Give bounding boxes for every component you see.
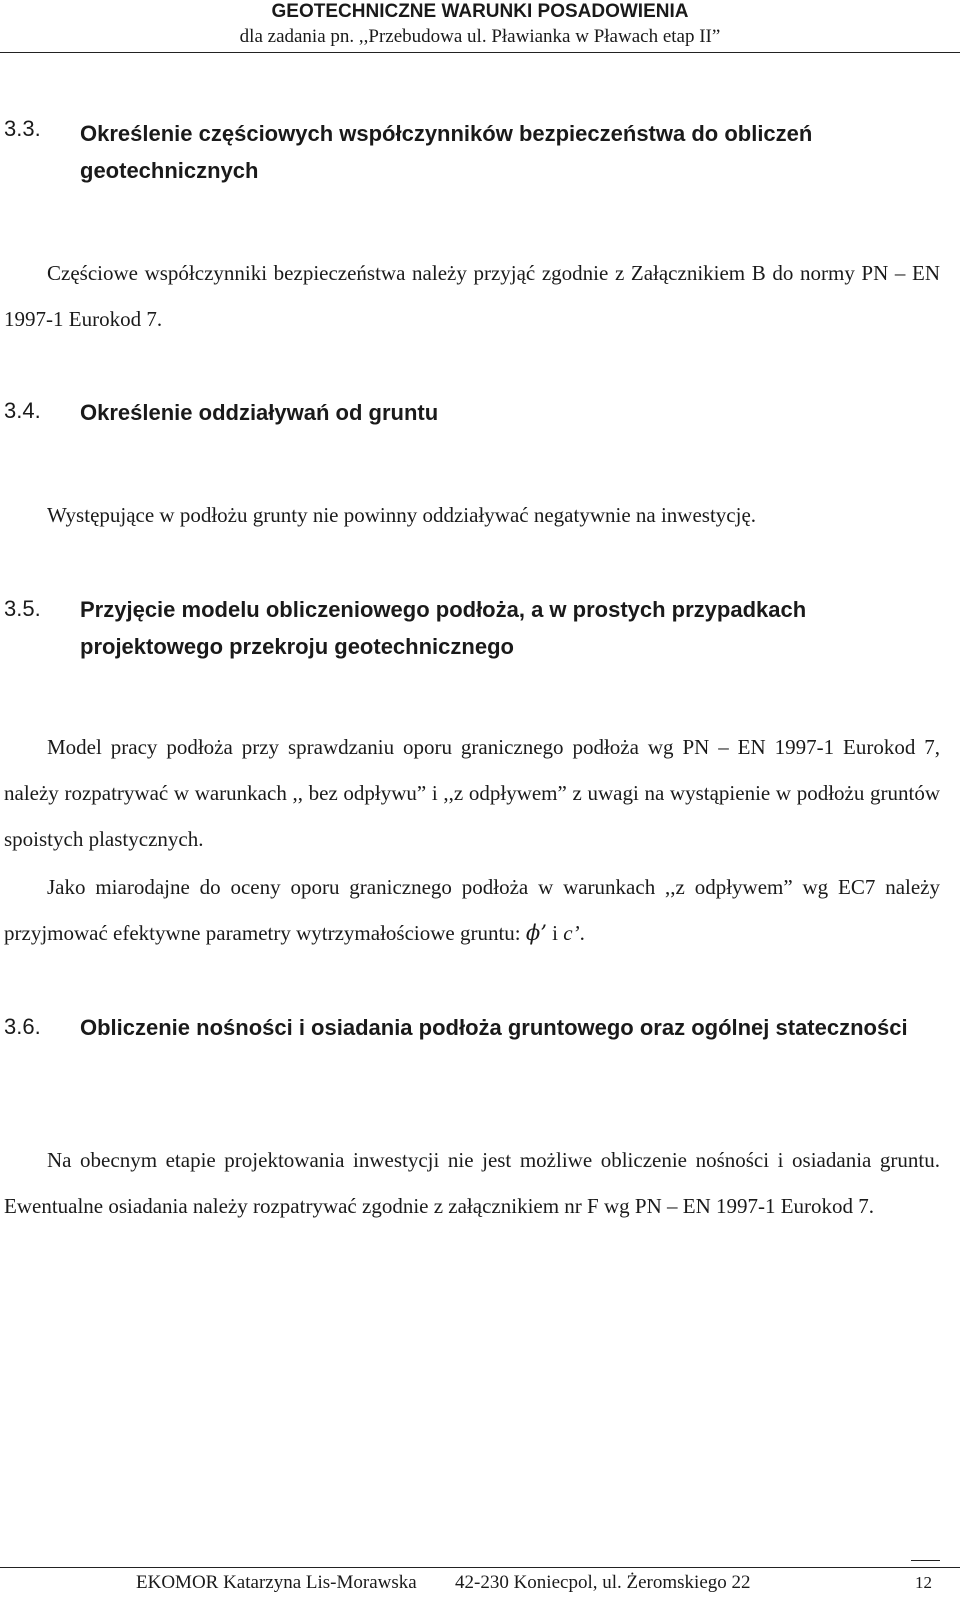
section-3-3-heading: Określenie częściowych współczynników bezpieczeństwa do obliczeń geotechnicznych <box>80 121 813 183</box>
footer-company: EKOMOR Katarzyna Lis-Morawska <box>136 1572 417 1593</box>
footer-divider <box>0 1567 960 1568</box>
section-3-3-number: 3.3. <box>4 116 41 141</box>
section-3-4-paragraph: Występujące w podłożu grunty nie powinny oddziaływać negatywnie na inwestycję. <box>47 503 757 527</box>
section-3-6-paragraph: Na obecnym etapie projektowania inwestycji nie jest możliwe obliczenie nośności i osiadania gruntu. Ewentualne osiadania należy rozpatrywać zgodnie z załącznikiem nr F wg PN – EN 1997-1 Eurokod 7. <box>4 1148 940 1218</box>
page-number: 12 <box>915 1573 932 1592</box>
page-number-rule <box>911 1560 940 1561</box>
sentence-end: . <box>579 921 585 945</box>
document-header-title: GEOTECHNICZNE WARUNKI POSADOWIENIA <box>271 1 689 22</box>
section-3-5-number: 3.5. <box>4 596 41 621</box>
section-3-5-paragraph-1: Model pracy podłoża przy sprawdzaniu oporu granicznego podłoża wg PN – EN 1997-1 Eurokod 7, należy rozpatrywać w warunkach ,, bez odpływu” i ,,z odpływem” z uwagi na wystąpienie w podłożu gruntów spoistych plastycznych. <box>4 735 940 851</box>
header-divider <box>0 52 960 53</box>
c-prime-symbol: c’ <box>563 921 580 945</box>
section-3-4-number: 3.4. <box>4 398 41 423</box>
document-header-subtitle: dla zadania pn. ,,Przebudowa ul. Pławianka w Pławach etap II” <box>239 26 721 47</box>
and-word: i <box>552 921 558 945</box>
section-3-6-number: 3.6. <box>4 1014 41 1039</box>
page-footer <box>0 1570 960 1601</box>
section-3-5-paragraph-2-text: Jako miarodajne do oceny oporu granicznego podłoża w warunkach ,,z odpływem” wg EC7 należy przyjmować efektywne parametry wytrzymałościowe gruntu: <box>4 875 940 945</box>
section-3-5-heading: Przyjęcie modelu obliczeniowego podłoża, a w prostych przypadkach projektowego przekroju geotechnicznego <box>80 597 807 659</box>
section-3-4-heading: Określenie oddziaływań od gruntu <box>80 400 439 425</box>
footer-address: 42-230 Koniecpol, ul. Żeromskiego 22 <box>455 1572 751 1593</box>
section-3-6-heading: Obliczenie nośności i osiadania podłoża gruntowego oraz ogólnej stateczności <box>80 1015 908 1040</box>
phi-prime-symbol: ϕ’ <box>525 921 547 945</box>
section-3-5-paragraph-2 <box>4 864 940 956</box>
section-3-3-paragraph: Częściowe współczynniki bezpieczeństwa należy przyjąć zgodnie z Załącznikiem B do normy PN – EN 1997-1 Eurokod 7. <box>4 261 940 331</box>
